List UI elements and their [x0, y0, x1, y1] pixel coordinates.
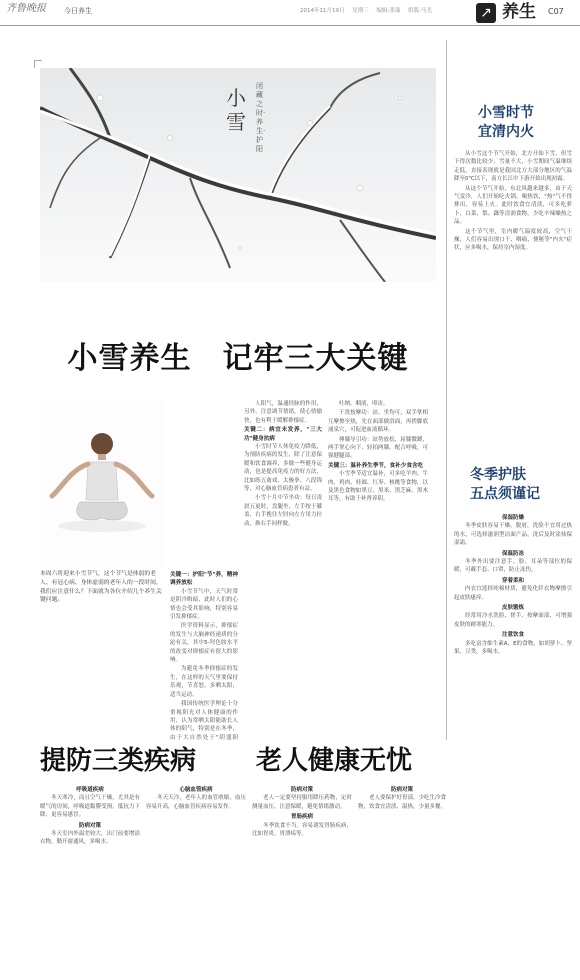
masthead: [0, 0, 580, 26]
section-heading: 关键三：温补养生季节，食补少食含吃: [328, 462, 424, 469]
section-heading: 防病对策: [290, 787, 313, 793]
right-title-line1: 小雪时节: [478, 105, 534, 121]
section-name: 今日养生: [64, 7, 92, 15]
section-heading: 防病对策: [78, 822, 101, 829]
body-paragraph: 我国传统医学理论十分重视阳光对人体健康的作用，认为常晒太阳能助长人体的阳气，特别是在冬季，由于大自然处于"阴盛阳: [170, 701, 238, 740]
lead-paragraph: 本周六将迎来小雪节气，这个节气是体弱的老人、有冠心病、身体虚弱的老年人的一段时间，我们应注意什么？下面就为各位介绍几个养生关键问题。: [40, 571, 162, 604]
body-paragraph: 经常用冷水洗脸、搓手、按摩面部，可增强皮肤的耐寒能力。: [454, 613, 572, 628]
lower-headline-right: 老人健康无忧: [256, 746, 413, 776]
lower-column-3: [252, 784, 352, 974]
right-title-line2: 宜清内火: [478, 124, 534, 140]
body-paragraph: 冬季饮食不当，容易诱发胃肠疾病，比如胃炎、胃溃疡等。: [252, 822, 352, 838]
body-paragraph: 小雪节气中，天气时常是阴冷晦暗，此时人们的心情也会受其影响，特别容易引发抑郁症。: [170, 588, 238, 621]
meditating-woman-illustration: [40, 400, 164, 568]
section-heading: 保湿防燥: [501, 515, 524, 521]
newspaper-brand: 齐鲁晚报: [6, 3, 46, 14]
section-heading: 胃肠疾病: [290, 814, 313, 821]
section-heading: 呼吸道疾病: [76, 787, 104, 793]
body-paragraph: 人阳气，温通经脉的作用，另外，注意调节情绪，使心情愉快，也有利于缓解抑郁症。: [244, 401, 322, 424]
body-paragraph: 冬天室内外温差较大，出门前要增添衣物，勤开窗通风，多喝水。: [40, 831, 140, 846]
leaf-icon: ↗: [476, 3, 496, 23]
section-heading: 关键一：护阳"节"养，精神调养放松: [170, 572, 238, 587]
article-column-3: [244, 400, 322, 740]
article-column-2: [170, 570, 238, 740]
body-paragraph: 冬季皮肤容易干燥、脱屑，洗脸不宜用过热的水，可选择滋润型洁面产品，洗后及时涂抹保湿霜。: [454, 523, 572, 547]
crop-mark: [34, 60, 42, 68]
section-heading: 保温防冻: [501, 550, 524, 557]
body-paragraph: 冬天天冷，老年人的血管收缩，血压容易升高，心脑血管疾病容易发作。: [146, 795, 246, 810]
body-paragraph: 内衣宜选择纯棉材质，避免化纤衣物摩擦引起皮肤瘙痒。: [454, 586, 572, 601]
section-heading: 心脑血管疾病: [179, 787, 213, 793]
body-paragraph: 小雪时节人体免疫力降低，为预防疾病的发生，除了注意保暖和饮食调养，多做一些健身运动，也是提高免疫力的好方法，比如练五禽戏、太极拳、八段锦等，对心脑血管病患者有益。: [244, 444, 322, 493]
date-info: 2014年11月19日 星期三 编辑:张瑞 组版:马光: [300, 8, 432, 14]
section-heading: 注意饮食: [501, 632, 524, 639]
body-paragraph: 小雪十月中节坐功：每日凌晨五更时，盘腿坐，左手按于膝盖，右手挽住左肘向左方用力拉动，换右手同样做。: [244, 495, 322, 527]
section-heading: 穿着柔和: [501, 577, 524, 584]
right-article-top: [454, 150, 572, 426]
lower-headline-left: 提防三类疾病: [40, 746, 197, 776]
main-headline: 小雪养生 记牢三大关键: [67, 341, 409, 376]
column-divider: [446, 40, 447, 740]
right-title2-line2: 五点须谨记: [470, 486, 540, 502]
body-paragraph: 小雪季节适宜温补，可多吃羊肉、牛肉、鸡肉、桂圆、红枣、核桃等食物，以及黑色食物如黑豆、黑米、黑芝麻、黑木耳等，有助于补肾养阴。: [328, 471, 428, 503]
body-paragraph: 这个节气里，室内暖气温度较高，空气干燥，人们容易出现口干、咽痛、便秘等"内火"症状，应多喝水，保持室内湿度。: [454, 228, 572, 252]
snowy-branch-photo: [40, 68, 436, 282]
body-paragraph: 从小雪这个节气开始，北方开始下雪，但雪下得次数比较少，雪量不大，小雪期间气温继续走低，直接表现就是我国北方大部分地区的气温降至0℃以下，南方长江中下游开始出现初霜。: [454, 151, 572, 183]
yoga-woman-photo: [40, 400, 164, 568]
right-article-bottom: [454, 512, 572, 972]
article-column-4: [328, 400, 428, 740]
body-paragraph: 捶膝导引功：站势放松，屈膝微蹲，两手掌心向下，轻拍两膝，配合呼吸，可强健腿部。: [328, 436, 428, 460]
photo-vertical-caption: 闭藏之时·养生·护阳: [256, 82, 266, 153]
lower-column-1: [40, 784, 140, 974]
body-paragraph: 冬天寒冷，而且空气干燥，尤其是有暖气的房间，呼吸道黏膜受损，抵抗力下降，更容易感冒。: [40, 795, 140, 819]
lower-column-2: [146, 784, 246, 974]
section-heading: 关键二：病宜未发养，"三大功"健身抗病: [244, 427, 322, 442]
section-heading: 防病对策: [390, 787, 413, 793]
body-paragraph: 老人一定要坚持服用降压药物，定时测量血压，注意保暖，避免情绪激动。: [252, 795, 352, 810]
body-paragraph: 为避免冬季抑郁症的发生，在这样的天气里要保持乐观，节喜怒，多晒太阳，适当运动。: [170, 666, 238, 698]
body-paragraph: 医学资料显示，抑郁症的发生与大脑神经递质的分泌有关，其中5-羟色胺水平的改变对抑郁症有很大的影响。: [170, 623, 238, 664]
body-paragraph: 冬季外出要注意手、脸、耳朵等部位的保暖，可戴手套、口罩，防止冻伤。: [454, 559, 572, 574]
body-paragraph: 从这个节气开始，东北风越来越多，由于天气变冷，人们开始吃火锅、喝热饮，"热"气不得排出，容易上火。此时饮食宜清淡，可多吃萝卜、白菜、梨、藕等清润食物，少吃辛辣燥热之品。: [454, 185, 572, 226]
body-paragraph: 老人要保护好胃部，少吃生冷食物，饮食宜清淡、温热，少量多餐。: [358, 795, 446, 810]
section-heading: 皮肤锻炼: [501, 605, 524, 612]
page-title: 养生: [502, 2, 536, 22]
photo-vertical-title: 小雪: [226, 86, 246, 134]
body-paragraph: 多吃富含维生素A、E的食物，如胡萝卜、坚果、豆类，多喝水。: [454, 640, 572, 656]
body-paragraph: 干洗按摩功：站、坐均可，双手掌相互摩擦至热，先在面部做浴面，再搓脚底涌泉穴，可促进血液循环。: [328, 410, 428, 434]
body-paragraph: 吐纳，咽液，叩齿。: [339, 401, 389, 407]
right-title2-line1: 冬季护肤: [470, 467, 526, 483]
page-number: C07: [548, 7, 564, 16]
lower-column-4: [358, 784, 446, 974]
